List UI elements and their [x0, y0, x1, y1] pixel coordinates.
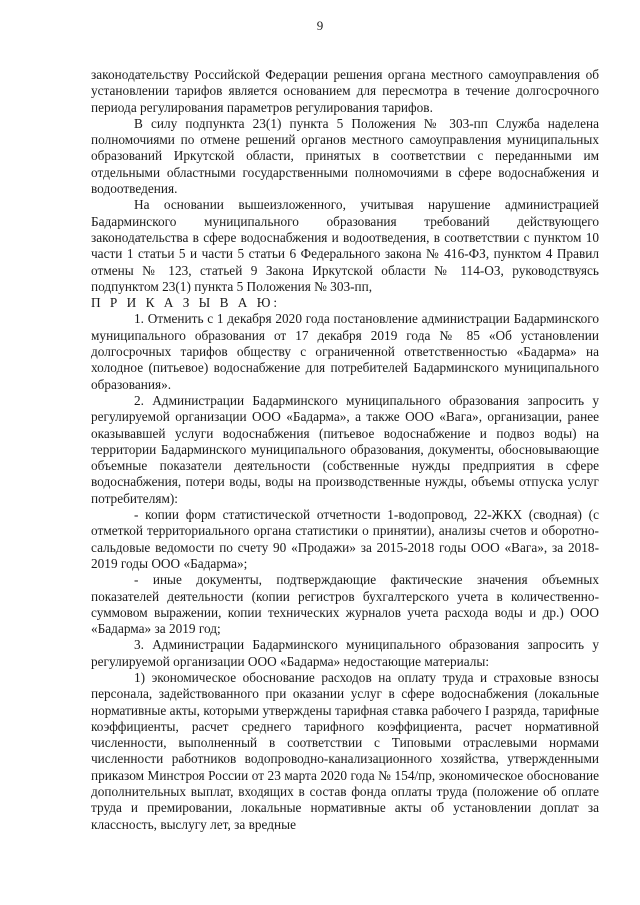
paragraph-item-3: 3. Администрации Бадарминского муниципального образования запросить у регулируемой организации ООО «Бадарма» недостающие материалы:	[91, 637, 599, 669]
list-item: - копии форм статистической отчетности 1-водопровод, 22-ЖКХ (сводная) (с отметкой территориального органа статистики о принятии), анализы счетов и оборотно-сальдовые ведомости по счету 90 «Продажи» за 2015-2018 годы ООО «Вага», за 2018-2019 годы ООО «Бадарма»;	[91, 507, 599, 571]
document-body	[91, 67, 599, 833]
paragraph: В силу подпункта 23(1) пункта 5 Положения № 303-пп Служба наделена полномочиями по отмене решений органов местного самоуправления муниципальных образований Иркутской области, принятых в соответствии с переданными им отдельными областными государственными полномочиями в сфере водоснабжения и водоотведения.	[91, 115, 599, 197]
paragraph-item-2: 2. Администрации Бадарминского муниципального образования запросить у регулируемой организации ООО «Бадарма», а также ООО «Вага», организации, ранее оказывавшей услуги водоснабжения (питьевое водоснабжение и подвоз воды) на территории Бадарминского муниципального образования, документы, обосновывающие объемные показатели деятельности (собственные нужды предприятия в сфере водоснабжения, потери воды, воды на производственные нужды, объемы отпуска услуг потребителям):	[91, 392, 599, 506]
paragraph-item-1: 1. Отменить с 1 декабря 2020 года постановление администрации Бадарминского муниципального образования от 17 декабря 2019 года № 85 «Об установлении долгосрочных тарифов обществу с ограниченной ответственностью «Бадарма» на холодное (питьевое) водоснабжение для потребителей Бадарминского муниципального образования».	[91, 311, 599, 392]
paragraph: На основании вышеизложенного, учитывая нарушение администрацией Бадарминского муниципального образования требований действующего законодательства в сфере водоснабжения и водоотведения, в соответствии с пунктом 10 части 1 статьи 5 и части 5 статьи 6 Федерального закона № 416-ФЗ, пунктом 4 Правил отмены № 123, статьей 9 Закона Иркутской области № 114-ОЗ, руководствуясь подпунктом 23(1) пункта 5 Положения № 303-пп,	[91, 197, 599, 294]
paragraph: законодательству Российской Федерации решения органа местного самоуправления об установлении тарифов является основанием для пересмотра в течение долгосрочного периода регулирования параметров регулирования тарифов.	[91, 67, 599, 115]
list-item: 1) экономическое обоснование расходов на оплату труда и страховые взносы персонала, задействованного при оказании услуг в сфере водоснабжения (локальные нормативные акты, которыми утверждены тарифная ставка рабочего I разряда, тарифные коэффициенты, расчет среднего тарифного коэффициента, расчет нормативной численности, выполненный в соответствии с Типовыми отраслевыми нормами численности работников водопроводно-канализационного хозяйства, утвержденными приказом Минстроя России от 23 марта 2020 года № 154/пр, экономическое обоснование дополнительных выплат, входящих в состав фонда оплаты труда (положение об оплате труда и премировании, локальные нормативные акты об установлении доплат за классность, выслугу лет, за вредные	[91, 669, 599, 832]
page-number: 9	[316, 18, 324, 33]
order-heading: П Р И К А З Ы В А Ю:	[91, 295, 281, 311]
list-item: - иные документы, подтверждающие фактические значения объемных показателей деятельности (копии регистров бухгалтерского учета в количественно-суммовом выражении, копии технических журналов учета расхода воды и др.) ООО «Бадарма» за 2019 год;	[91, 572, 599, 637]
